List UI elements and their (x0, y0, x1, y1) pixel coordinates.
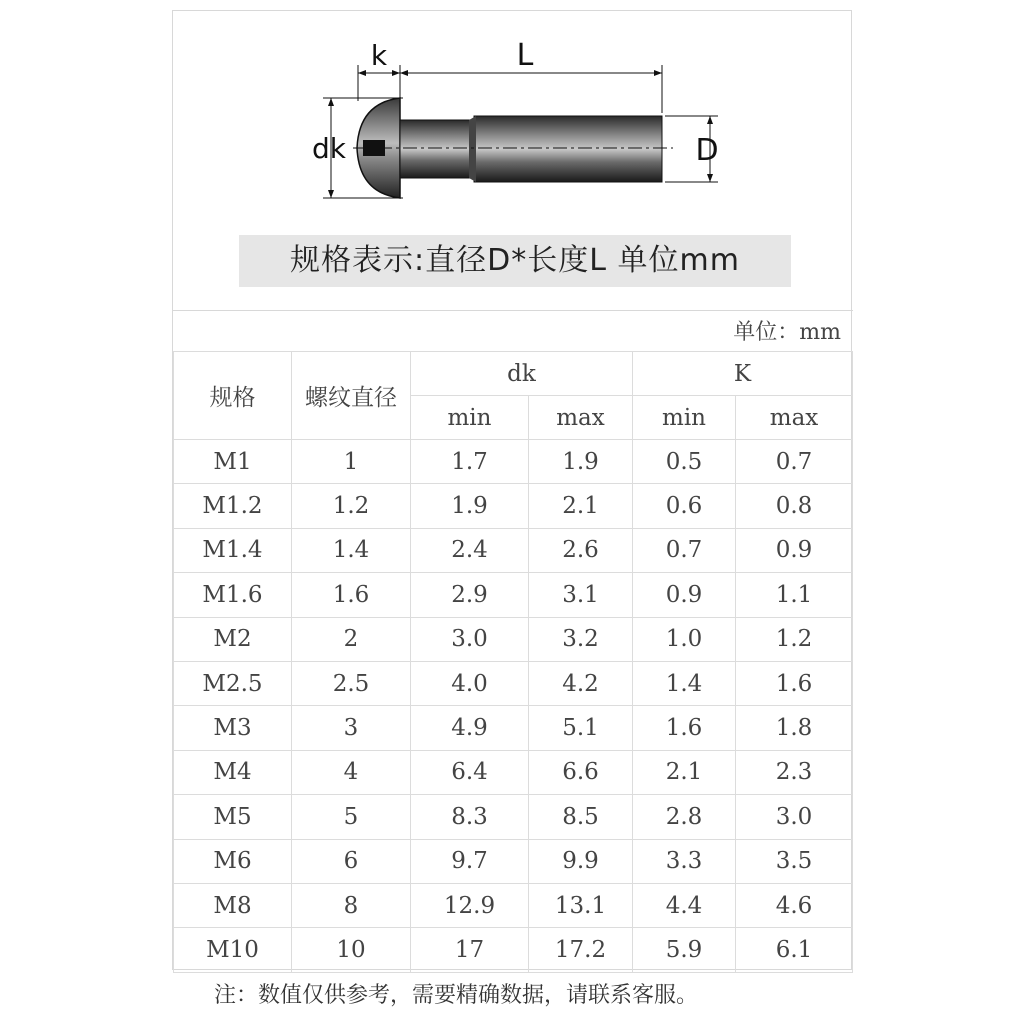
cell-k-max: 0.9 (736, 528, 853, 572)
cell-dk-max: 13.1 (529, 883, 633, 927)
cell-dk-min: 6.4 (411, 750, 529, 794)
cell-dk-min: 2.9 (411, 573, 529, 617)
cell-k-max: 3.5 (736, 839, 853, 883)
cell-dk-min: 4.9 (411, 706, 529, 750)
header-k: K (633, 352, 853, 396)
table-row (174, 883, 853, 927)
cell-k-max: 2.3 (736, 750, 853, 794)
cell-spec: M10 (174, 928, 292, 972)
cell-k-min: 5.9 (633, 928, 736, 972)
header-spec: 规格 (174, 352, 292, 440)
cell-k-max: 1.1 (736, 573, 853, 617)
cell-k-min: 1.6 (633, 706, 736, 750)
table-row (174, 440, 853, 484)
cell-dk-min: 17 (411, 928, 529, 972)
table-row (174, 484, 853, 528)
cell-k-min: 0.5 (633, 440, 736, 484)
label-D: D (695, 133, 719, 168)
cell-spec: M6 (174, 839, 292, 883)
cell-dk-max: 8.5 (529, 795, 633, 839)
header-dk-min: min (411, 396, 529, 440)
header-dk: dk (411, 352, 633, 396)
cell-k-max: 6.1 (736, 928, 853, 972)
table-row (174, 839, 853, 883)
cell-thread-diameter: 1.4 (292, 528, 411, 572)
cell-dk-min: 8.3 (411, 795, 529, 839)
disclaimer-note: 注：数值仅供参考，需要精确数据，请联系客服。 (214, 983, 699, 1008)
header-k-min: min (633, 396, 736, 440)
cell-dk-min: 3.0 (411, 617, 529, 661)
cell-k-min: 0.6 (633, 484, 736, 528)
cell-dk-max: 9.9 (529, 839, 633, 883)
cell-thread-diameter: 1.2 (292, 484, 411, 528)
cell-k-max: 4.6 (736, 883, 853, 927)
cell-dk-max: 2.6 (529, 528, 633, 572)
unit-label: 单位：mm (733, 320, 841, 345)
cell-k-max: 0.8 (736, 484, 853, 528)
cell-k-min: 0.9 (633, 573, 736, 617)
header-k-max: max (736, 396, 853, 440)
table-row (174, 795, 853, 839)
table-row (174, 706, 853, 750)
cell-spec: M2.5 (174, 661, 292, 705)
cell-dk-max: 3.1 (529, 573, 633, 617)
table-row (174, 528, 853, 572)
table-row (174, 928, 853, 972)
cell-thread-diameter: 8 (292, 883, 411, 927)
dimension-table (173, 351, 853, 973)
cell-dk-min: 4.0 (411, 661, 529, 705)
header-thread-diameter: 螺纹直径 (292, 352, 411, 440)
cell-dk-max: 5.1 (529, 706, 633, 750)
cell-dk-min: 2.4 (411, 528, 529, 572)
cell-k-min: 0.7 (633, 528, 736, 572)
cell-k-max: 1.8 (736, 706, 853, 750)
cell-k-max: 1.2 (736, 617, 853, 661)
cell-k-max: 3.0 (736, 795, 853, 839)
cell-k-max: 1.6 (736, 661, 853, 705)
cell-k-max: 0.7 (736, 440, 853, 484)
cell-spec: M3 (174, 706, 292, 750)
cell-spec: M2 (174, 617, 292, 661)
cell-k-min: 1.4 (633, 661, 736, 705)
cell-dk-min: 9.7 (411, 839, 529, 883)
cell-spec: M1 (174, 440, 292, 484)
cell-k-min: 2.8 (633, 795, 736, 839)
cell-thread-diameter: 1.6 (292, 573, 411, 617)
divider (173, 310, 853, 311)
cell-dk-max: 1.9 (529, 440, 633, 484)
cell-spec: M1.2 (174, 484, 292, 528)
cell-dk-max: 6.6 (529, 750, 633, 794)
cell-thread-diameter: 10 (292, 928, 411, 972)
cell-dk-min: 1.9 (411, 484, 529, 528)
cell-dk-min: 12.9 (411, 883, 529, 927)
header-dk-max: max (529, 396, 633, 440)
cell-thread-diameter: 2.5 (292, 661, 411, 705)
cell-k-min: 4.4 (633, 883, 736, 927)
cell-thread-diameter: 3 (292, 706, 411, 750)
cell-k-min: 1.0 (633, 617, 736, 661)
cell-dk-max: 4.2 (529, 661, 633, 705)
cell-thread-diameter: 5 (292, 795, 411, 839)
cell-thread-diameter: 2 (292, 617, 411, 661)
cell-spec: M8 (174, 883, 292, 927)
table-row (174, 617, 853, 661)
label-L: L (516, 38, 534, 73)
screw-drawing (173, 11, 853, 241)
cell-dk-max: 17.2 (529, 928, 633, 972)
cell-dk-min: 1.7 (411, 440, 529, 484)
cell-thread-diameter: 6 (292, 839, 411, 883)
label-k: k (370, 39, 388, 72)
cell-k-min: 3.3 (633, 839, 736, 883)
screw-diagram (173, 11, 853, 311)
table-row (174, 750, 853, 794)
cell-spec: M4 (174, 750, 292, 794)
table-row (174, 573, 853, 617)
cell-thread-diameter: 1 (292, 440, 411, 484)
cell-dk-max: 2.1 (529, 484, 633, 528)
cell-k-min: 2.1 (633, 750, 736, 794)
cell-spec: M5 (174, 795, 292, 839)
cell-thread-diameter: 4 (292, 750, 411, 794)
spec-sheet (172, 10, 852, 970)
label-dk: dk (312, 132, 346, 165)
spec-caption: 规格表示:直径D*长度L 单位mm (239, 235, 791, 287)
cell-spec: M1.6 (174, 573, 292, 617)
cell-spec: M1.4 (174, 528, 292, 572)
table-row (174, 661, 853, 705)
cell-dk-max: 3.2 (529, 617, 633, 661)
